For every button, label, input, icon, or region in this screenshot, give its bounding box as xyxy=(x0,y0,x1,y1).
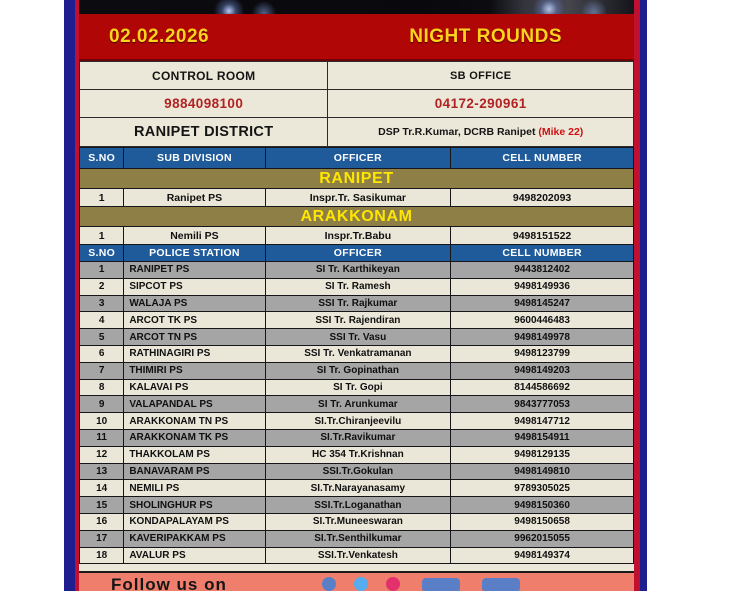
cell-number-cell: 8144586692 xyxy=(451,379,634,396)
station-cell: AVALUR PS xyxy=(124,547,265,564)
sno-cell: 1 xyxy=(80,189,124,207)
station-header: POLICE STATION xyxy=(124,245,265,262)
police-station-row xyxy=(80,295,634,312)
officer-cell: SI Tr. Karthikeyan xyxy=(265,262,451,279)
banner-title: NIGHT ROUNDS xyxy=(409,25,562,47)
sno-cell: 10 xyxy=(80,413,124,430)
sno-cell: 12 xyxy=(80,446,124,463)
sno-cell: 1 xyxy=(80,262,124,279)
night-photo-strip xyxy=(79,0,634,14)
station-cell: BANAVARAM PS xyxy=(124,463,265,480)
officer-header: OFFICER xyxy=(265,245,451,262)
police-station-row xyxy=(80,396,634,413)
follow-text: Follow us on xyxy=(111,575,227,591)
page-content xyxy=(75,0,640,591)
officer-cell: SSI.Tr.Loganathan xyxy=(265,497,451,514)
subdivision-row xyxy=(80,227,634,245)
sno-cell: 18 xyxy=(80,547,124,564)
police-station-row xyxy=(80,463,634,480)
officer-cell: SI.Tr.Ravikumar xyxy=(265,429,451,446)
officer-cell: SI.Tr.Muneeswaran xyxy=(265,513,451,530)
station-cell: VALAPANDAL PS xyxy=(124,396,265,413)
police-station-row xyxy=(80,446,634,463)
station-cell: ARAKKONAM TK PS xyxy=(124,429,265,446)
info-panel xyxy=(79,61,634,147)
instagram-icon xyxy=(386,577,400,591)
cell-number-cell: 9498149936 xyxy=(451,278,634,295)
dsp-callsign: (Mike 22) xyxy=(538,126,584,138)
officer-cell: SSI.Tr.Venkatesh xyxy=(265,547,451,564)
station-cell: KAVERIPAKKAM PS xyxy=(124,530,265,547)
sno-cell: 17 xyxy=(80,530,124,547)
cell-number-cell: 9498149978 xyxy=(451,329,634,346)
police-station-row xyxy=(80,480,634,497)
cell-number-cell: 9498129135 xyxy=(451,446,634,463)
control-room-phone: 9884098100 xyxy=(80,90,328,118)
cell-number-cell: 9498149374 xyxy=(451,547,634,564)
station-cell: RANIPET PS xyxy=(124,262,265,279)
section-title: ARAKKONAM xyxy=(80,207,634,227)
info-header-row xyxy=(80,62,634,90)
station-cell: ARCOT TK PS xyxy=(124,312,265,329)
officer-cell: SI.Tr.Senthilkumar xyxy=(265,530,451,547)
cell-number-cell: 9789305025 xyxy=(451,480,634,497)
officer-cell: SI.Tr.Chiranjeevilu xyxy=(265,413,451,430)
facebook-icon xyxy=(322,577,336,591)
cell-number-cell: 9843777053 xyxy=(451,396,634,413)
officer-cell: SI Tr. Gopinathan xyxy=(265,362,451,379)
sno-cell: 16 xyxy=(80,513,124,530)
police-station-row xyxy=(80,530,634,547)
subdivision-row xyxy=(80,189,634,207)
cell-number-cell: 9498154911 xyxy=(451,429,634,446)
station-cell: THIMIRI PS xyxy=(124,362,265,379)
sno-cell: 1 xyxy=(80,227,124,245)
station-cell: KALAVAI PS xyxy=(124,379,265,396)
station-cell: SIPCOT PS xyxy=(124,278,265,295)
cell-number-cell: 9498147712 xyxy=(451,413,634,430)
dsp-name: DSP Tr.R.Kumar, DCRB Ranipet xyxy=(378,126,539,138)
police-station-row xyxy=(80,278,634,295)
section-band-row xyxy=(80,169,634,189)
officer-cell: Inspr.Tr. Sasikumar xyxy=(265,189,451,207)
police-station-row xyxy=(80,345,634,362)
police-station-row xyxy=(80,329,634,346)
station-cell: NEMILI PS xyxy=(124,480,265,497)
officer-cell: SSI Tr. Venkatramanan xyxy=(265,345,451,362)
sno-cell: 5 xyxy=(80,329,124,346)
cell-number-cell: 9600446483 xyxy=(451,312,634,329)
police-station-row xyxy=(80,312,634,329)
roster-table xyxy=(79,147,634,564)
info-phone-row xyxy=(80,90,634,118)
officer-cell: SI.Tr.Narayanasamy xyxy=(265,480,451,497)
police-station-row xyxy=(80,497,634,514)
table-header-row xyxy=(80,245,634,262)
sno-cell: 4 xyxy=(80,312,124,329)
officer-cell: SSI Tr. Rajkumar xyxy=(265,295,451,312)
cell-number-header: CELL NUMBER xyxy=(451,148,634,169)
cell-number-cell: 9498151522 xyxy=(451,227,634,245)
sno-header: S.NO xyxy=(80,148,124,169)
table-header-row xyxy=(80,148,634,169)
station-cell: ARCOT TN PS xyxy=(124,329,265,346)
banner-date: 02.02.2026 xyxy=(109,25,210,47)
sno-cell: 3 xyxy=(80,295,124,312)
officer-cell: HC 354 Tr.Krishnan xyxy=(265,446,451,463)
officer-cell: Inspr.Tr.Babu xyxy=(265,227,451,245)
station-cell: Nemili PS xyxy=(124,227,265,245)
sno-cell: 6 xyxy=(80,345,124,362)
date-banner xyxy=(79,14,634,61)
section-band-row xyxy=(80,207,634,227)
cell-number-cell: 9498150360 xyxy=(451,497,634,514)
sno-cell: 2 xyxy=(80,278,124,295)
sno-cell: 8 xyxy=(80,379,124,396)
cell-number-cell: 9498150658 xyxy=(451,513,634,530)
officer-cell: SSI Tr. Rajendiran xyxy=(265,312,451,329)
section-title: RANIPET xyxy=(80,169,634,189)
station-cell: ARAKKONAM TN PS xyxy=(124,413,265,430)
cell-number-cell: 9962015055 xyxy=(451,530,634,547)
police-station-row xyxy=(80,413,634,430)
police-station-row xyxy=(80,379,634,396)
footer-bar xyxy=(79,571,634,591)
social-badge xyxy=(482,578,520,591)
sno-cell: 14 xyxy=(80,480,124,497)
police-station-row xyxy=(80,362,634,379)
officer-cell: SSI.Tr.Gokulan xyxy=(265,463,451,480)
officer-cell: SSI Tr. Vasu xyxy=(265,329,451,346)
sno-cell: 15 xyxy=(80,497,124,514)
station-cell: Ranipet PS xyxy=(124,189,265,207)
station-cell: SHOLINGHUR PS xyxy=(124,497,265,514)
info-district-row xyxy=(80,118,634,147)
sno-cell: 9 xyxy=(80,396,124,413)
police-station-row xyxy=(80,262,634,279)
officer-cell: SI Tr. Ramesh xyxy=(265,278,451,295)
station-cell: KONDAPALAYAM PS xyxy=(124,513,265,530)
police-station-row xyxy=(80,429,634,446)
sno-cell: 11 xyxy=(80,429,124,446)
sb-office-label: SB OFFICE xyxy=(328,62,634,90)
district-title: RANIPET DISTRICT xyxy=(80,118,328,147)
twitter-icon xyxy=(354,577,368,591)
cell-number-header: CELL NUMBER xyxy=(451,245,634,262)
sno-header: S.NO xyxy=(80,245,124,262)
sno-cell: 7 xyxy=(80,362,124,379)
cell-number-cell: 9443812402 xyxy=(451,262,634,279)
station-header: SUB DIVISION xyxy=(124,148,265,169)
station-cell: WALAJA PS xyxy=(124,295,265,312)
cell-number-cell: 9498123799 xyxy=(451,345,634,362)
control-room-label: CONTROL ROOM xyxy=(80,62,328,90)
police-station-row xyxy=(80,513,634,530)
social-badge xyxy=(422,578,460,591)
cell-number-cell: 9498149810 xyxy=(451,463,634,480)
station-cell: RATHINAGIRI PS xyxy=(124,345,265,362)
sno-cell: 13 xyxy=(80,463,124,480)
officer-cell: SI Tr. Gopi xyxy=(265,379,451,396)
officer-cell: SI Tr. Arunkumar xyxy=(265,396,451,413)
sb-office-phone: 04172-290961 xyxy=(328,90,634,118)
dsp-officer-line xyxy=(328,118,634,147)
cell-number-cell: 9498145247 xyxy=(451,295,634,312)
officer-header: OFFICER xyxy=(265,148,451,169)
station-cell: THAKKOLAM PS xyxy=(124,446,265,463)
cell-number-cell: 9498202093 xyxy=(451,189,634,207)
police-station-row xyxy=(80,547,634,564)
page-frame xyxy=(64,0,647,591)
cell-number-cell: 9498149203 xyxy=(451,362,634,379)
